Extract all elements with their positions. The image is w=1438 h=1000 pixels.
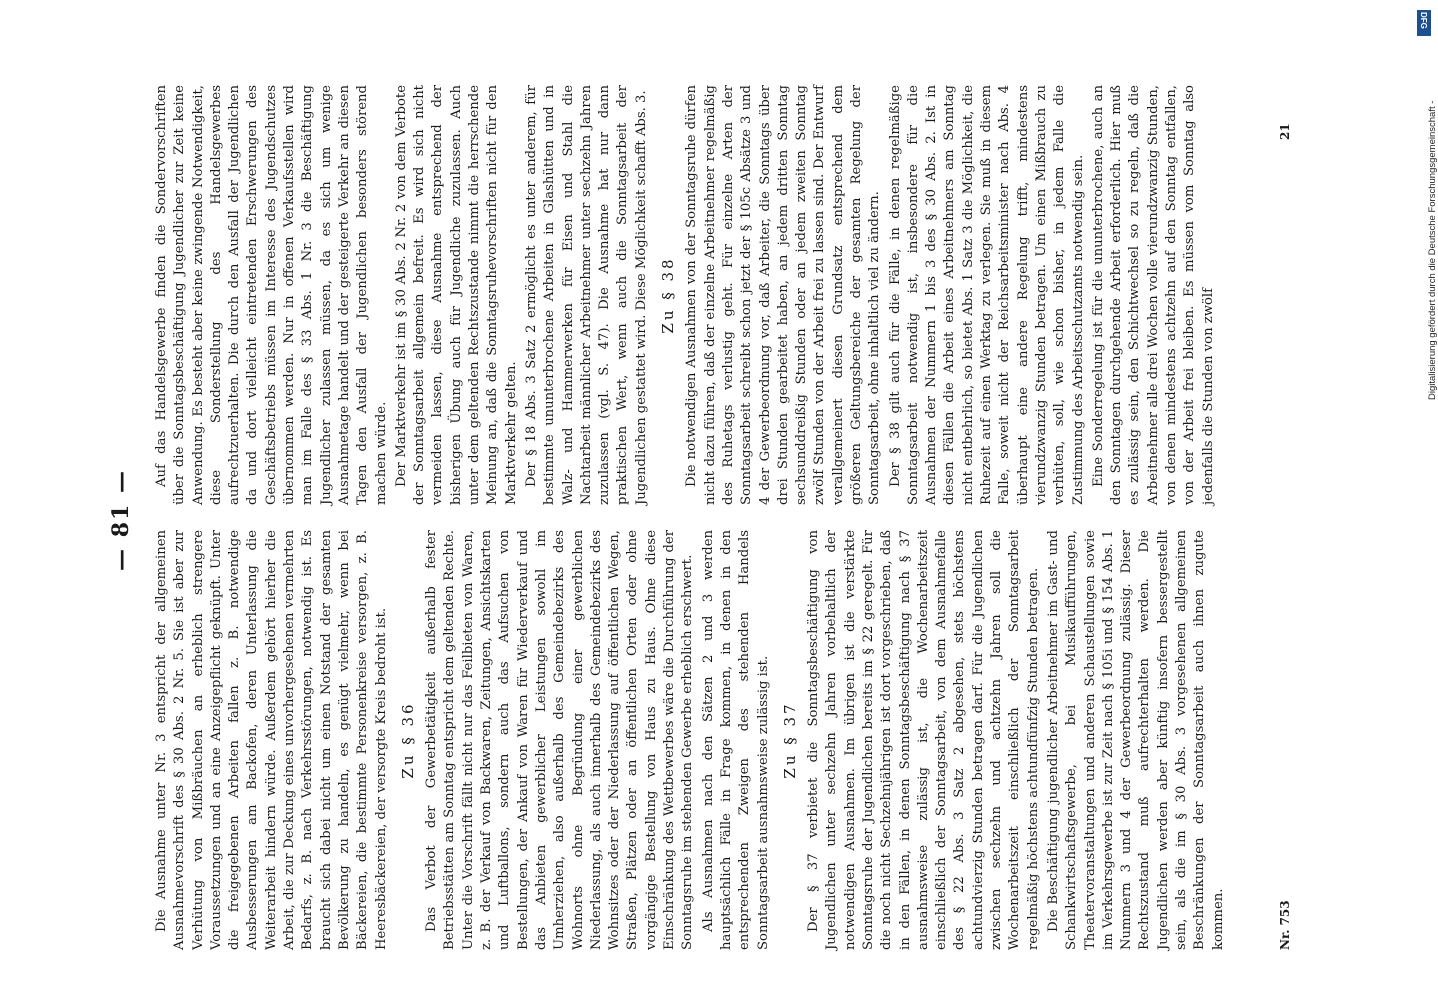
paragraph: Der § 38 gilt auch für die Fälle, in denen regelmäßige Sonntagsarbeit notwendig ist, insbesondere für die Ausnahmen der Nummern 1 bis 3 des § 30 Abs. 2. Ist in diesen Fällen die Arbeit eines Arbeitnehmers am Sonntag nicht entbehrlich, so bietet Abs. 1 Satz 3 die Möglichkeit, die Ruhezeit auf einen Werktag zu verlegen. Sie muß in diesem Falle, soweit nicht der Reichsarbeitsminister nach Abs. 4 überhaupt eine andere Regelung trifft, mindestens vierundzwanzig Stunden betragen. Um einen Mißbrauch zu verhüten, soll, wie schon bisher, in jedem Falle die Zustimmung des Arbeitsschutzamts notwendig sein. (887, 85, 1086, 505)
paragraph: Die Beschäftigung jugendlicher Arbeitnehmer im Gast- und Schankwirtschaftsgewerbe, bei Musikaufführungen, Theatervoranstaltungen und anderen Schaustellungen sowie im Verkehrsgewerbe ist zur Zeit nach § 105i und § 154 Abs. 1 Nummern 3 und 4 der Gewerbeordnung zulässig. Dieser Rechtszustand muß aufrechterhalten werden. Die Jugendlichen werden aber künftig insofern bessergestellt sein, als die im § 30 Abs. 3 vorgesehenen allgemeinen Beschränkungen der Sonntagsarbeit auch ihnen zugute kommen. (1045, 530, 1226, 950)
print-signature: Nr. 753 (1278, 900, 1292, 950)
rotated-text-page (108, 80, 1308, 960)
paragraph: Der § 37 verbietet die Sonntagsbeschäftigung von Jugendlichen unter sechzehn Jahren vorbehaltlich der notwendigen Ausnahmen. Im übrigen ist die verstärkte Sonntagsruhe der Jugendlichen bereits im § 22 geregelt. Für die noch nicht Sechzehnjährigen ist dort vorgeschrieben, daß in den Fällen, in denen Sonntagsbeschäftigung nach § 37 ausnahmsweise zulässig ist, die Wochenarbeitszeit einschließlich der Sonntagsarbeit, von dem Ausnahmefalle des § 22 Abs. 3 Satz 2 abgesehen, stets höchstens achtundvierzig Stunden betragen darf. Für die Jugendlichen zwischen sechzehn und achtzehn Jahren soll die Wochenarbeitszeit einschließlich der Sonntagsarbeit regelmäßig höchstens achtundfünfzig Stunden betragen. (806, 530, 1041, 950)
right-text-column (153, 85, 1220, 505)
paragraph: Auf das Handelsgewerbe finden die Sondervorschriften über die Sonntagsbeschäftigung Jugendlicher zur Zeit keine Anwendung. Es besteht aber keine zwingende Notwendigkeit, diese Sonderstellung des Handelsgewerbes aufrechtzuerhalten. Die durch den Ausfall der Jugendlichen da und dort vielleicht eintretenden Erschwerungen des Geschäftsbetriebs müssen im Interesse des Jugendschutzes übernommen werden. Nur in offenen Verkaufsstellen wird man im Falle des § 33 Abs. 1 Nr. 3 die Beschäftigung Jugendlicher zulassen müssen, da es sich um wenige Ausnahmetage handelt und der gesteigerte Verkehr an diesen Tagen den Ausfall der Jugendlichen besonders störend machen würde. (154, 85, 389, 505)
left-text-column (153, 530, 1230, 950)
paragraph: Der § 18 Abs. 3 Satz 2 ermöglicht es unter anderem, für bestimmte ununterbrochene Arbeiten in Glashütten und in Walz- und Hammerwerken für Eisen und Stahl die Nachtarbeit männlicher Arbeitnehmer unter sechzehn Jahren zuzulassen (vgl. S. 47). Die Ausnahme hat nur dann praktischen Wert, wenn auch die Sonntagsarbeit der Jugendlichen gestattet wird. Diese Möglichkeit schafft Abs. 3. (523, 85, 649, 505)
paragraph: Das Verbot der Gewerbetätigkeit außerhalb fester Betriebsstätten am Sonntag entspricht dem geltenden Rechte. Unter die Vorschrift fällt nicht nur das Feilbieten von Waren, z. B. der Verkauf von Backwaren, Zeitungen, Ansichtskarten und Luftballons, sondern auch das Aufsuchen von Bestellungen, der Ankauf von Waren für Wiederverkauf und das Anbieten gewerblicher Leistungen sowohl im Umherziehen, also außerhalb des Gemeindebezirks des Wohnorts ohne Begründung einer gewerblichen Niederlassung, als auch innerhalb des Gemeindebezirks des Wohnsitzes oder der Niederlassung auf öffentlichen Wegen, Straßen, Plätzen oder an öffentlichen Orten oder ohne vorgängige Bestellung von Haus zu Haus. Ohne diese Einschränkung des Wettbewerbes wäre die Durchführung der Sonntagsruhe im stehenden Gewerbe erheblich erschwert. (424, 530, 696, 950)
paragraph: Als Ausnahmen nach den Sätzen 2 und 3 werden hauptsächlich Fälle in Frage kommen, in denen in den entsprechenden Zweigen des stehenden Handels Sonntagsarbeit ausnahmsweise zulässig ist. (700, 530, 771, 950)
paragraph: Die Ausnahme unter Nr. 3 entspricht der allgemeinen Ausnahmevorschrift des § 30 Abs. 2 Nr. 5. Sie ist aber zur Verhütung von Mißbräuchen an erheblich strengere Voraussetzungen und an eine Anzeigepflicht geknüpft. Unter die freigegebenen Arbeiten fallen z. B. notwendige Ausbesserungen am Backofen, deren Unterlassung die Weiterarbeit hindern würde. Außerdem gehört hierher die Arbeit, die zur Deckung eines unvorhergesehenen vermehrten Bedarfs, z. B. nach Verkehrsstörungen, notwendig ist. Es braucht sich dabei nicht um einen Notstand der gesamten Bevölkerung zu handeln, es genügt vielmehr, wenn bei Bäckereien, die bestimmte Personenkreise versorgen, z. B. Heeresbäckereien, der versorgte Kreis bedroht ist. (154, 530, 389, 950)
section-heading: Zu § 37 (780, 701, 799, 779)
paragraph: Eine Sonderregelung ist für die ununterbrochene, auch an den Sonntagen durchgehende Arbeit erforderlich. Hier muß es zulässig sein, den Schichtwechsel so zu regeln, daß die Arbeitnehmer alle drei Wochen volle vierundzwanzig Stunden, von denen mindestens achtzehn auf den Sonntag entfallen, von der Arbeit frei bleiben. Es müssen vom Sonntag also jedenfalls die Stunden von zwölf (1090, 85, 1216, 505)
footer-number: 21 (1278, 123, 1292, 140)
paragraph: Der Marktverkehr ist im § 30 Abs. 2 Nr. 2 von dem Verbote der Sonntagsarbeit allgemein befreit. Es wird sich nicht vermeiden lassen, diese Ausnahme entsprechend der bisherigen Übung auch für Jugendliche zuzulassen. Auch unter dem geltenden Rechtszustande nimmt die herrschende Meinung an, daß die Sonntagsruhevorschriften nicht für den Marktverkehr gelten. (393, 85, 519, 505)
page-number-header: — 81 — (108, 469, 134, 571)
dfg-logo-text: DFG (1419, 12, 1428, 29)
digitization-credit-text: Digitalisierung gefördert durch die Deutsche Forschungsgemeinschaft - (1427, 100, 1438, 400)
paragraph: Die notwendigen Ausnahmen von der Sonntagsruhe dürfen nicht dazu führen, daß der einzelne Arbeitnehmer regelmäßig des Ruhetags verlustig geht. Für einzelne Arten der Sonntagsarbeit schreibt schon jetzt der § 105c Absätze 3 und 4 der Gewerbeordnung vor, daß Arbeiter, die Sonntags über drei Stunden gearbeitet haben, an jedem dritten Sonntag sechsunddreißig Stunden oder an jedem zweiten Sonntag zwölf Stunden von der Arbeit frei zu lassen sind. Der Entwurf verallgemeinert diesen Grundsatz entsprechend dem größeren Geltungsbereiche der gesamten Regelung der Sonntagsarbeit, ohne inhaltlich viel zu ändern. (684, 85, 883, 505)
section-heading: Zu § 38 (659, 256, 678, 334)
section-heading: Zu § 36 (398, 701, 417, 779)
digitization-credit (1413, 8, 1438, 992)
